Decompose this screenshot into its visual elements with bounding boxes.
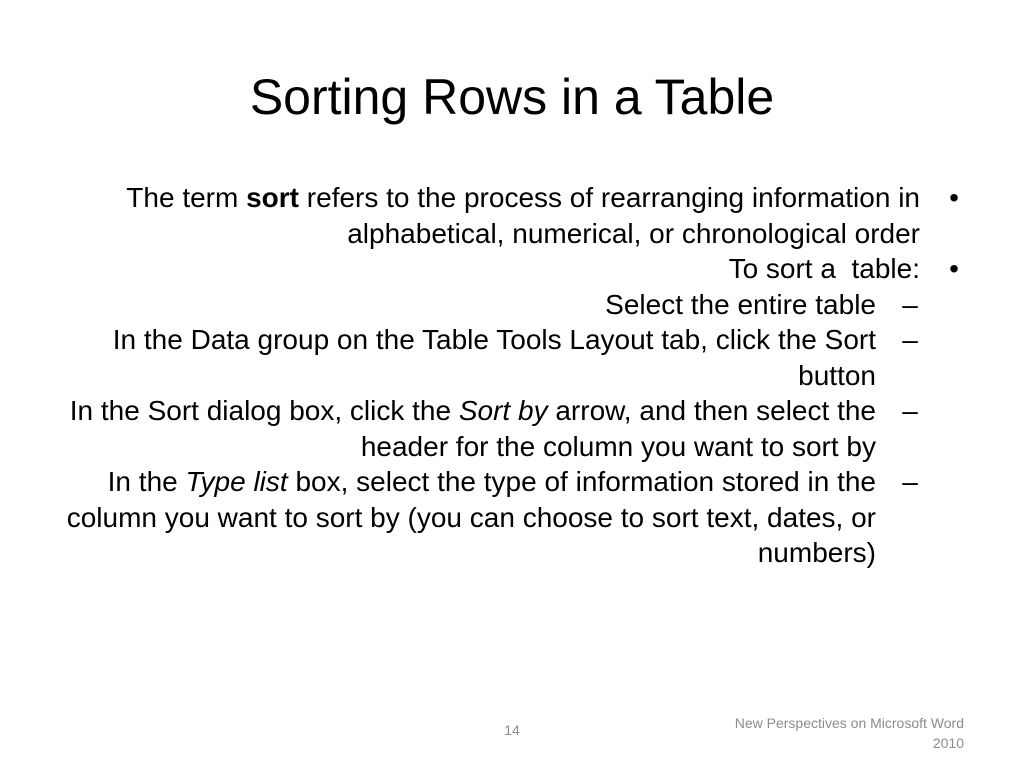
sub-bullet-text — [70, 395, 876, 462]
dash-marker: – — [902, 395, 918, 426]
bullet-item — [60, 251, 970, 287]
bullet-text: To sort a table: — [728, 253, 920, 284]
footer-source: New Perspectives on Microsoft Word 2010 — [734, 715, 964, 751]
dash-marker: – — [902, 288, 918, 320]
sub-bullet-item — [60, 393, 970, 464]
sub-bullet-item — [60, 287, 970, 323]
italic-term: Sort by — [458, 395, 548, 426]
text-run: refers to the process of rearranging information in alphabetical, numerical, or chronological order — [299, 182, 920, 249]
sub-bullet-item — [60, 464, 970, 571]
slide-title: Sorting Rows in a Table — [249, 69, 775, 125]
text-run: In the Sort dialog box, click the — [69, 395, 459, 426]
slide-content — [60, 180, 970, 571]
sub-bullet-text: Select the entire table — [605, 288, 876, 320]
dash-marker: – — [902, 324, 918, 355]
text-run: The term — [126, 182, 247, 213]
dash-marker: – — [902, 466, 918, 497]
text-run: In the — [107, 466, 186, 497]
text-run: arrow, and then select the header for the column you want to sort by — [360, 395, 876, 462]
bullet-text — [126, 182, 920, 249]
bullet-marker: • — [949, 182, 959, 213]
bullet-item — [60, 180, 970, 251]
page-number: 14 — [504, 722, 520, 738]
text-run: box, select the type of information stored in the column you want to sort by (you can choose to sort text, dates, or numbers) — [66, 466, 876, 568]
sub-bullet-text — [67, 466, 876, 568]
sub-bullet-item — [60, 322, 970, 393]
emphasis-term: sort — [246, 182, 300, 213]
bullet-marker: • — [949, 253, 959, 284]
sub-bullet-text: In the Data group on the Table Tools Layout tab, click the Sort button — [112, 324, 876, 391]
italic-term: Type list — [185, 466, 288, 497]
